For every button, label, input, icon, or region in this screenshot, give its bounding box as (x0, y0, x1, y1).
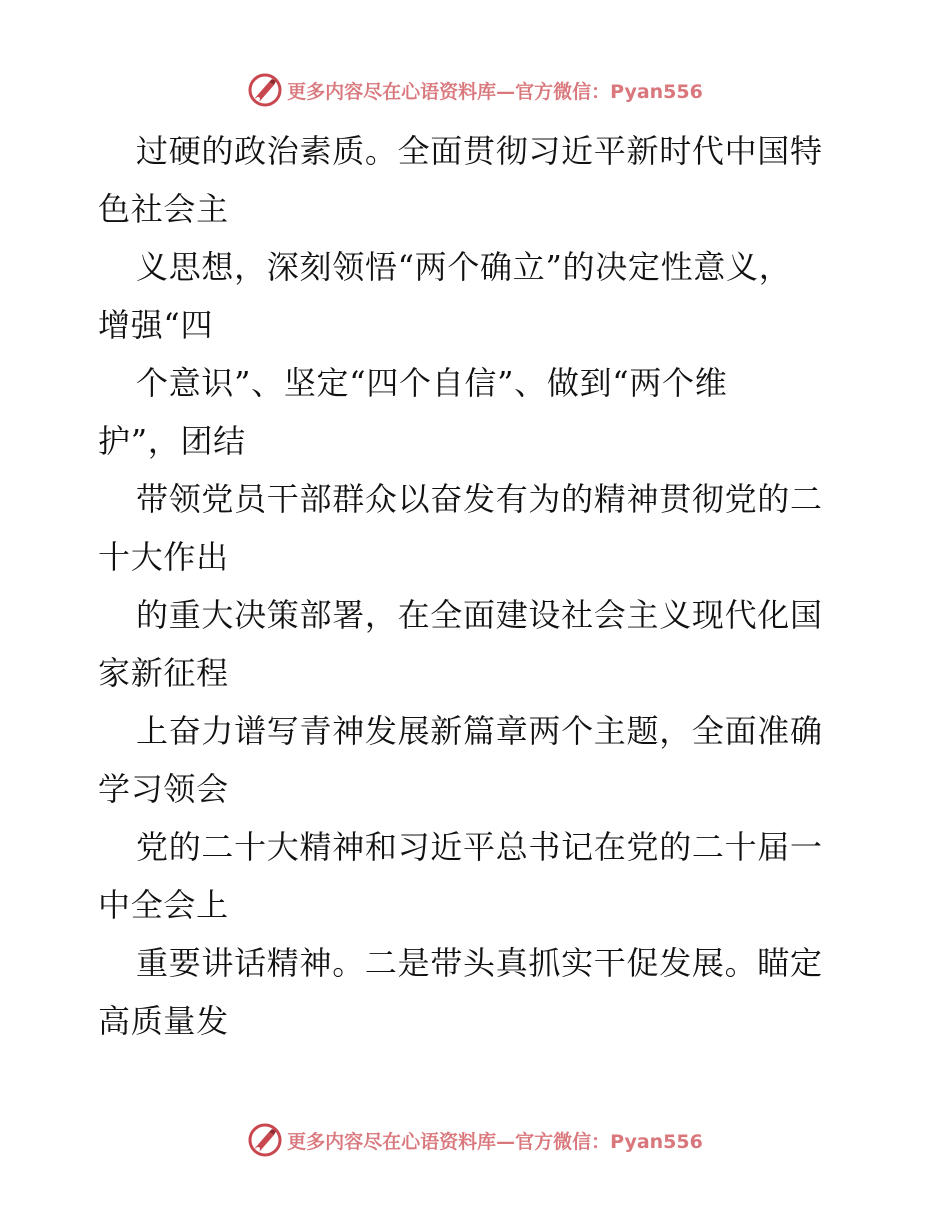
text-line: 个意识”、坚定“四个自信”、做到“两个维 (136, 364, 728, 402)
text-line: 增强“四 (98, 306, 214, 344)
paragraph (98, 238, 868, 354)
text-line: 过硬的政治素质。全面贯彻习近平新时代中国特 (136, 132, 823, 170)
paragraph (98, 702, 868, 818)
paragraph (98, 586, 868, 702)
pen-logo-icon (247, 72, 283, 108)
text-line: 高质量发 (98, 1002, 229, 1040)
text-line: 的重大决策部署，在全面建设社会主义现代化国 (136, 596, 823, 634)
pen-logo-icon (247, 1122, 283, 1158)
text-line: 色社会主 (98, 190, 229, 228)
text-line: 义思想，深刻领悟“两个确立”的决定性意义， (136, 248, 792, 286)
text-line: 中全会上 (98, 886, 229, 924)
banner-dash: — (496, 80, 516, 103)
text-line: 家新征程 (98, 654, 229, 692)
paragraph (98, 354, 868, 470)
header-banner (0, 70, 950, 110)
text-line: 上奋力谱写青神发展新篇章两个主题，全面准确 (136, 712, 823, 750)
wechat-id: Pyan556 (610, 1130, 703, 1153)
banner-dash: — (496, 1130, 516, 1153)
text-line: 带领党员干部群众以奋发有为的精神贯彻党的二 (136, 480, 823, 518)
site-name: 更多内容尽在心语资料库 (287, 80, 497, 103)
paragraph (98, 934, 868, 1050)
text-line: 十大作出 (98, 538, 229, 576)
site-name: 更多内容尽在心语资料库 (287, 1130, 497, 1153)
paragraph (98, 818, 868, 934)
text-line: 护”，团结 (98, 422, 246, 460)
text-line: 学习领会 (98, 770, 229, 808)
wechat-label: 官方微信： (515, 80, 611, 103)
text-line: 重要讲话精神。二是带头真抓实干促发展。瞄定 (136, 944, 823, 982)
wechat-id: Pyan556 (610, 80, 703, 103)
text-line: 党的二十大精神和习近平总书记在党的二十届一 (136, 828, 823, 866)
paragraph (98, 470, 868, 586)
footer-banner (0, 1120, 950, 1160)
wechat-label: 官方微信： (515, 1130, 611, 1153)
banner-text (287, 1127, 703, 1154)
paragraph (98, 122, 868, 238)
document-body (98, 122, 868, 1050)
banner-text (287, 77, 703, 104)
